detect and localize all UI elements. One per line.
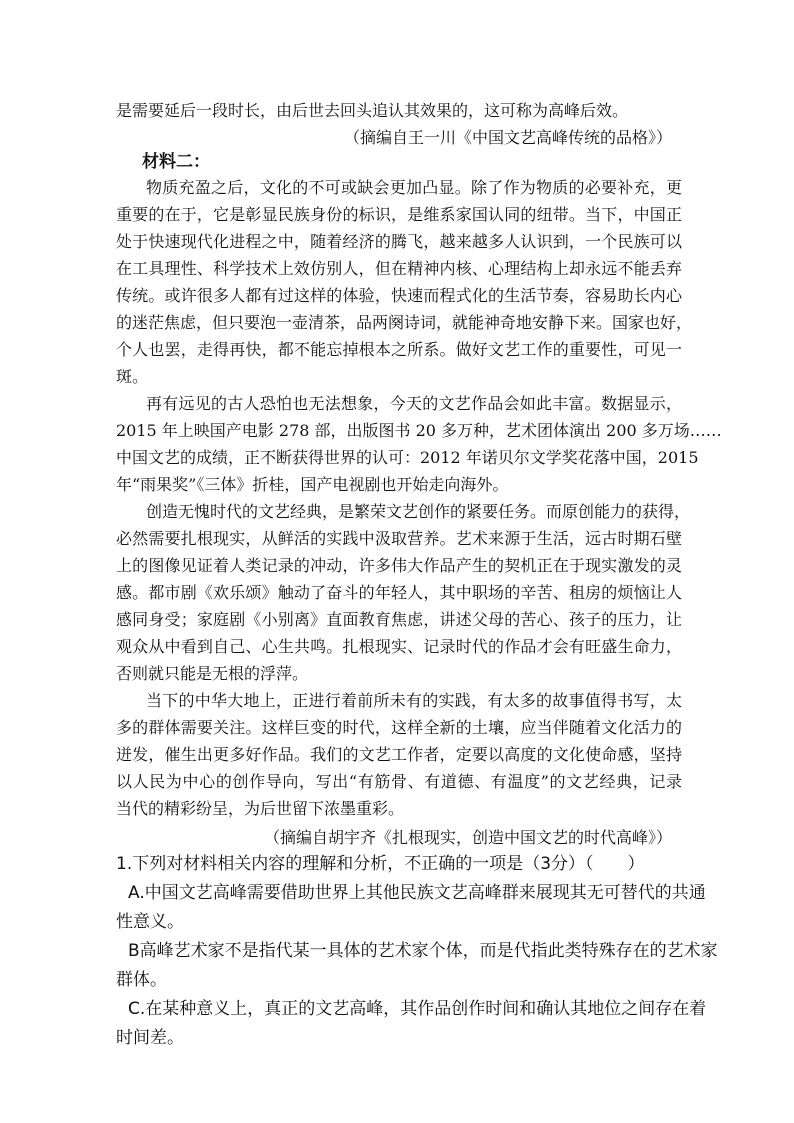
text-line: 传统。或许很多人都有过这样的体验，快速而程式化的生活节奏，容易助长内心 [116,286,682,305]
text-line: 上的图像见证着人类记录的冲动，许多伟大作品产生的契机正在于现实激发的灵 [116,556,682,575]
text-line: 的迷茫焦虑，但只要泡一壶清茶，品两阕诗词，就能神奇地安静下来。国家也好， [116,313,693,332]
text-line: 重要的在于，它是彰显民族身份的标识，是维系家国认同的纽带。当下，中国正 [116,205,682,224]
option-c-line1: C.在某种意义上，真正的文艺高峰，其作品创作时间和确认其地位之间存在着 [128,999,707,1019]
text-line: 在工具理性、科学技术上效仿别人，但在精神内核、心理结构上却永远不能丢弃 [116,259,682,278]
material1-source: （摘编自王一川《中国文艺高峰传统的品格》） [343,128,672,147]
option-b-line1: B高峰艺术家不是指代某一具体的艺术家个体，而是代指此类特殊存在的艺术家 [128,941,718,961]
question-stem: 1.下列对材料相关内容的理解和分析，不正确的一项是（3分）（ ） [116,854,645,874]
text-line: 否则就只能是无根的浮萍。 [116,664,309,683]
text-line: 再有远见的古人恐怕也无法想象，今天的文艺作品会如此丰富。数据显示， [146,394,682,413]
text-line: 必然需要扎根现实，从鲜活的实践中汲取营养。艺术来源于生活，远古时期石壁 [116,529,682,548]
text-line: 2015 年上映国产电影 278 部，出版图书 20 多万种，艺术团体演出 200 多万场…… [116,421,722,440]
text-line: 处于快速现代化进程之中，随着经济的腾飞，越来越多人认识到，一个民族可以 [116,232,682,251]
text-line: 个人也罢，走得再快，都不能忘掉根本之所系。做好文艺工作的重要性，可见一 [116,340,682,359]
text-line: 感。都市剧《欢乐颂》触动了奋斗的年轻人，其中职场的辛苦、租房的烦恼让人 [116,583,682,602]
text-line: 多的群体需要关注。这样巨变的时代，这样全新的土壤，应当伴随着文化活力的 [116,718,682,737]
text-line: 年“雨果奖”《三体》折桂，国产电视剧也开始走向海外。 [116,475,509,494]
text-line: 物质充盈之后，文化的不可或缺会更加凸显。除了作为物质的必要补充，更 [146,178,682,197]
text-line: 当下的中华大地上，正进行着前所未有的实践，有太多的故事值得书写，太 [146,691,682,710]
text-line: 斑。 [116,367,149,386]
text-line: 观众从中看到自己、心生共鸣。扎根现实、记录时代的作品才会有旺盛生命力， [116,637,682,656]
text-line: 感同身受；家庭剧《小别离》直面教育焦虑，讲述父母的苦心、孩子的压力，让 [116,610,682,629]
text-line: 当代的精彩纷呈，为后世留下浓墨重彩。 [116,799,405,818]
text-line: 中国文艺的成绩，正不断获得世界的认可：2012 年诺贝尔文学奖花落中国，2015 [116,448,699,467]
text-line: 以人民为中心的创作导向，写出“有筋骨、有道德、有温度”的文艺经典，记录 [116,772,682,791]
text-line: 创造无愧时代的文艺经典，是繁荣文艺创作的紧要任务。而原创能力的获得， [146,502,691,521]
option-a-line1: A.中国文艺高峰需要借助世界上其他民族文艺高峰群来展现其无可替代的共通 [128,883,706,903]
option-b-line2: 群体。 [116,970,167,990]
option-a-line2: 性意义。 [116,912,184,932]
material2-heading: 材料二： [142,152,210,172]
material2-source: （摘编自胡宇齐《扎根现实，创造中国文艺的时代高峰》） [263,828,672,847]
text-line: 迸发，催生出更多好作品。我们的文艺工作者，定要以高度的文化使命感，坚持 [116,745,682,764]
material1-last-line: 是需要延后一段时长，由后世去回头追认其效果的，这可称为高峰后效。 [116,101,629,120]
option-c-line2: 时间差。 [116,1028,184,1048]
